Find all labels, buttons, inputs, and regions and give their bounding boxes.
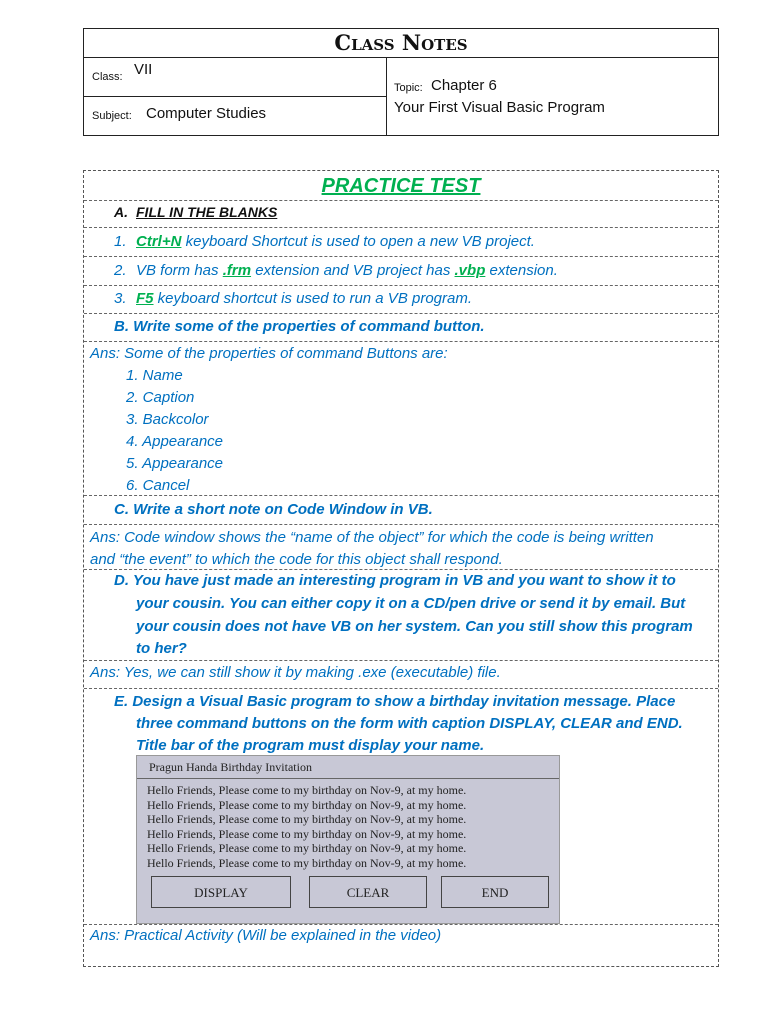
subject-label: Subject: [92,110,132,122]
section-e-line-2: three command buttons on the form with caption DISPLAY, CLEAR and END. [136,715,683,732]
blank-2-answer-1: .frm [222,262,252,279]
topic-chapter: Chapter 6 [431,77,497,94]
section-a-heading [84,201,718,228]
vb-message-line: Hello Friends, Please come to my birthday on Nov-9, at my home. [147,797,467,812]
section-c-heading [84,496,718,525]
class-label: Class: [92,71,123,83]
blank-2 [84,257,718,286]
section-c-answer-line-1: Ans: Code window shows the “name of the object” for which the code is being written [90,529,654,546]
class-row [84,57,386,96]
vb-message-line: Hello Friends, Please come to my birthday on Nov-9, at my home. [147,783,467,797]
section-d-question [84,570,718,661]
vb-message-line: Hello Friends, Please come to my birthday on Nov-9, at my home. [147,812,467,826]
blank-2-answer-2: .vbp [454,262,486,279]
section-c-question: C. Write a short note on Code Window in VB. [114,501,433,518]
section-b-answer [84,342,718,496]
header-left-panel [84,57,387,135]
section-c-answer [84,525,718,570]
blank-2-text-mid: extension and VB project has [251,262,455,279]
blank-1-answer: Ctrl+N [136,233,182,250]
header-title: Class Notes [84,29,718,58]
section-e-answer-text: Ans: Practical Activity (Will be explained in the video) [90,927,442,944]
section-a-title: FILL IN THE BLANKS [136,204,278,220]
vb-clear-button: CLEAR [309,876,427,908]
property-item: 6. Cancel [126,477,190,494]
section-c-answer-line-2: and “the event” to which the code for this object shall respond. [90,551,503,568]
practice-test [83,170,719,967]
blank-1 [84,228,718,257]
blank-2-text-pre: VB form has [136,262,223,279]
practice-test-title-text: PRACTICE TEST [321,175,481,197]
practice-test-title [84,171,718,201]
blank-1-num: 1. [114,233,127,250]
section-e-line-3: Title bar of the program must display your name. [136,737,485,754]
blank-3 [84,286,718,314]
subject-row [84,96,386,136]
section-d-line-2: your cousin. You can either copy it on a CD/pen drive or send it by email. But [136,595,686,612]
header-right-panel [386,57,718,135]
vb-message-line: Hello Friends, Please come to my birthday on Nov-9, at my home. [147,855,467,870]
blank-2-num: 2. [114,262,127,279]
section-a-letter: A. [114,204,128,220]
vb-form-screenshot [136,755,560,924]
class-notes-header [83,28,719,136]
topic-title: Your First Visual Basic Program [394,99,605,116]
blank-1-text: keyboard Shortcut is used to open a new VB project. [181,233,535,250]
subject-value: Computer Studies [146,105,267,122]
section-e-line-1: E. Design a Visual Basic program to show a birthday invitation message. Place [114,693,676,710]
vb-end-button: END [441,876,549,908]
section-d-answer [84,661,718,689]
property-item: 2. Caption [126,389,195,406]
blank-3-num: 3. [114,290,127,307]
vb-form-title-bar: Pragun Handa Birthday Invitation [137,756,559,779]
section-d-answer-text: Ans: Yes, we can still show it by making .exe (executable) file. [90,664,501,681]
property-item: 4. Appearance [126,433,224,450]
blank-3-answer: F5 [136,290,154,307]
vb-message-line: Hello Friends, Please come to my birthday on Nov-9, at my home. [147,826,467,841]
blank-3-text: keyboard shortcut is used to run a VB program. [153,290,473,307]
vb-message-line: Hello Friends, Please come to my birthday on Nov-9, at my home. [147,841,467,855]
property-item: 1. Name [126,367,183,384]
topic-label: Topic: [394,82,423,94]
vb-form-message [147,783,477,869]
section-d-line-1: D. You have just made an interesting program in VB and you want to show it to [114,572,676,589]
section-b-heading [84,314,718,342]
property-item: 5. Appearance [126,455,224,472]
section-d-line-4: to her? [136,640,187,657]
section-b-question: B. Write some of the properties of command button. [114,318,485,335]
section-b-answer-intro: Ans: Some of the properties of command Buttons are: [90,345,448,362]
blank-2-text-post: extension. [485,262,558,279]
section-d-line-3: your cousin does not have VB on her system. Can you still show this program [136,618,693,635]
property-item: 3. Backcolor [126,411,209,428]
class-value: VII [134,61,153,78]
section-e-answer [84,925,718,965]
vb-display-button: DISPLAY [151,876,291,908]
